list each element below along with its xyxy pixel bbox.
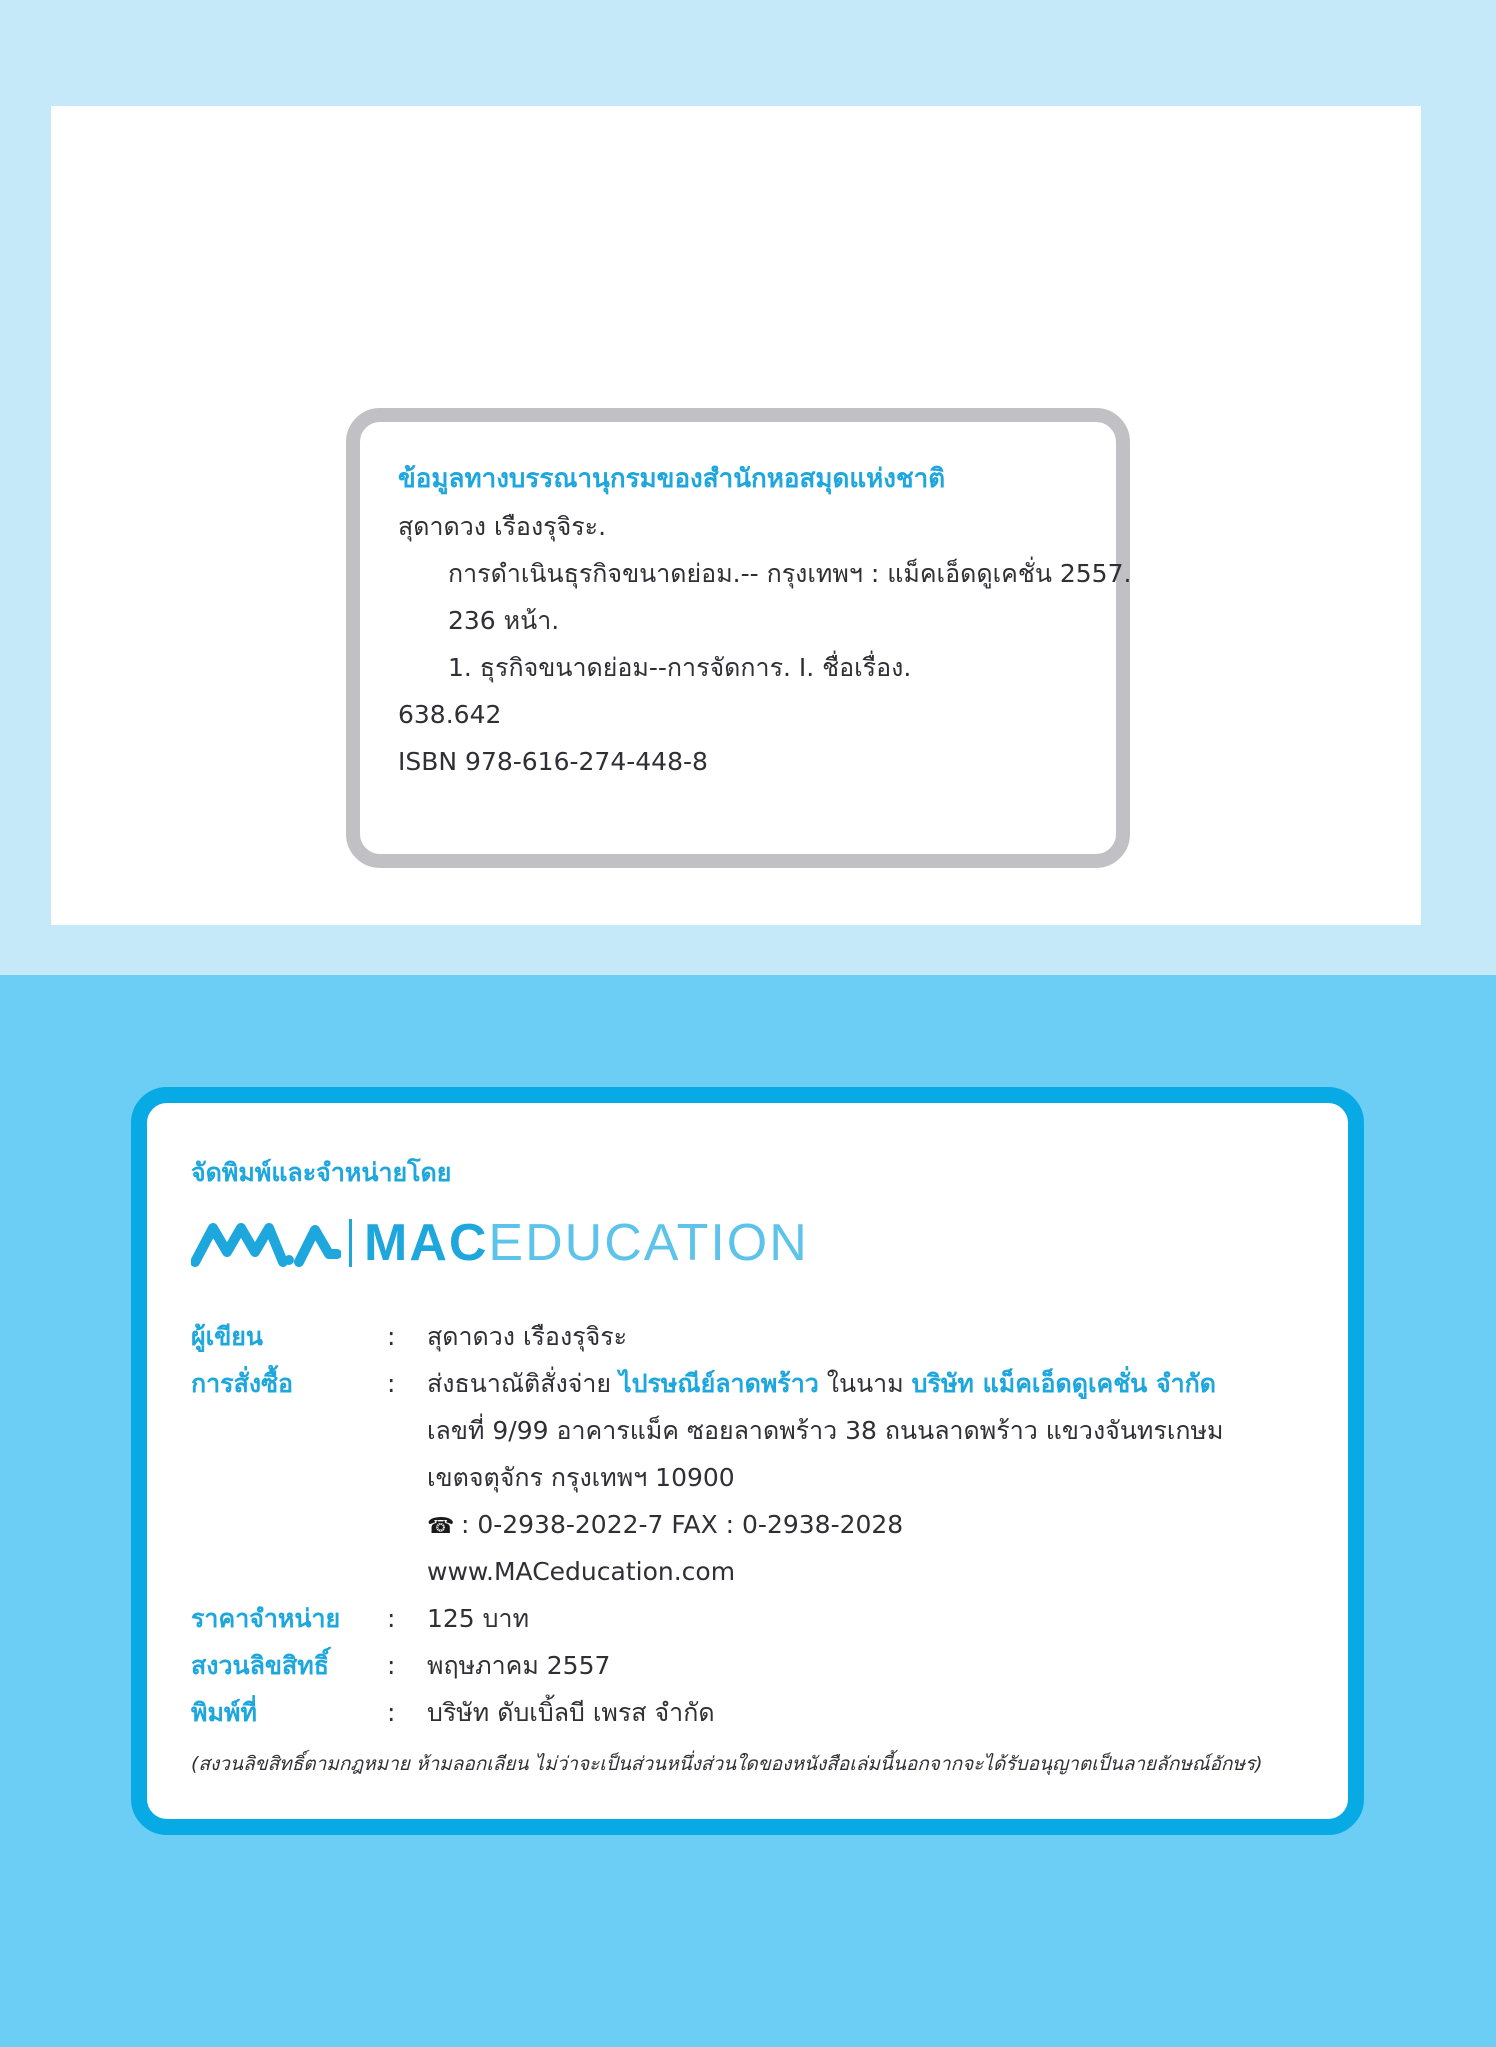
order-in-name: ในนาม — [826, 1369, 904, 1398]
order-row — [191, 1360, 1331, 1407]
phone-row — [191, 1501, 1331, 1548]
mac-education-logo — [191, 1213, 809, 1273]
logo-text-education: EDUCATION — [488, 1214, 809, 1272]
order-value — [427, 1360, 1216, 1407]
website-row — [191, 1548, 1331, 1595]
cip-title: ข้อมูลทางบรรณานุกรมของสำนักหอสมุดแห่งชาติ — [398, 464, 946, 494]
printer-value: บริษัท ดับเบิ้ลบี เพรส จำกัด — [427, 1698, 715, 1727]
author-row — [191, 1313, 1331, 1360]
logo-text-mac: MAC — [364, 1214, 489, 1272]
publisher-info — [191, 1313, 1331, 1736]
price-colon: : — [387, 1604, 396, 1633]
order-label: การสั่งซื้อ — [191, 1369, 294, 1398]
copyright-colon: : — [387, 1651, 396, 1680]
cip-box — [346, 408, 1130, 868]
price-value: 125 บาท — [427, 1604, 530, 1633]
author-label: ผู้เขียน — [191, 1322, 264, 1351]
address-line-2: เขตจตุจักร กรุงเทพฯ 10900 — [427, 1463, 735, 1492]
printer-label: พิมพ์ที่ — [191, 1698, 257, 1727]
order-company: บริษัท แม็คเอ็ดดูเคชั่น จำกัด — [911, 1369, 1217, 1398]
address-row-2 — [191, 1454, 1331, 1501]
author-colon: : — [387, 1322, 396, 1351]
publisher-heading: จัดพิมพ์และจำหน่ายโดย — [191, 1158, 452, 1187]
copyright-value: พฤษภาคม 2557 — [427, 1651, 611, 1680]
order-prefix: ส่งธนาณัติสั่งจ่าย — [427, 1369, 612, 1398]
publisher-box — [131, 1087, 1364, 1835]
cip-book-title: การดำเนินธุรกิจขนาดย่อม.-- กรุงเทพฯ : แม็คเอ็ดดูเคชั่น 2557. — [448, 559, 1132, 588]
copyright-note: (สงวนลิขสิทธิ์ตามกฎหมาย ห้ามลอกเลียน ไม่ว่าจะเป็นส่วนหนึ่งส่วนใดของหนังสือเล่มนี้นอกจากจะได้รับอนุญาตเป็นลายลักษณ์อักษร) — [191, 1753, 1263, 1775]
logo-wordmark — [364, 1213, 809, 1273]
order-colon: : — [387, 1369, 396, 1398]
phone-value: : 0-2938-2022-7 FAX : 0-2938-2028 — [460, 1510, 904, 1539]
phone-icon: ☎ — [427, 1514, 455, 1539]
author-value: สุดาดวง เรืองรุจิระ — [427, 1322, 628, 1351]
cip-author: สุดาดวง เรืองรุจิระ. — [398, 512, 607, 541]
address-row-1 — [191, 1407, 1331, 1454]
price-row — [191, 1595, 1331, 1642]
cip-text — [398, 456, 1132, 785]
cip-classification: 638.642 — [398, 700, 502, 729]
logo-separator — [349, 1219, 352, 1267]
price-label: ราคาจำหน่าย — [191, 1604, 341, 1633]
address-line-1: เลขที่ 9/99 อาคารแม็ค ซอยลาดพร้าว 38 ถนนลาดพร้าว แขวงจันทรเกษม — [427, 1416, 1224, 1445]
cip-pages: 236 หน้า. — [448, 606, 560, 635]
cip-subject: 1. ธุรกิจขนาดย่อม--การจัดการ. I. ชื่อเรื่อง. — [448, 653, 912, 682]
printer-row — [191, 1689, 1331, 1736]
printer-colon: : — [387, 1698, 396, 1727]
cip-isbn: ISBN 978-616-274-448-8 — [398, 747, 708, 776]
copyright-row — [191, 1642, 1331, 1689]
mac-logo-mark-icon — [191, 1218, 341, 1268]
website-value: www.MACeducation.com — [427, 1557, 736, 1586]
order-post-office: ไปรษณีย์ลาดพร้าว — [619, 1369, 819, 1398]
copyright-label: สงวนลิขสิทธิ์ — [191, 1651, 330, 1680]
